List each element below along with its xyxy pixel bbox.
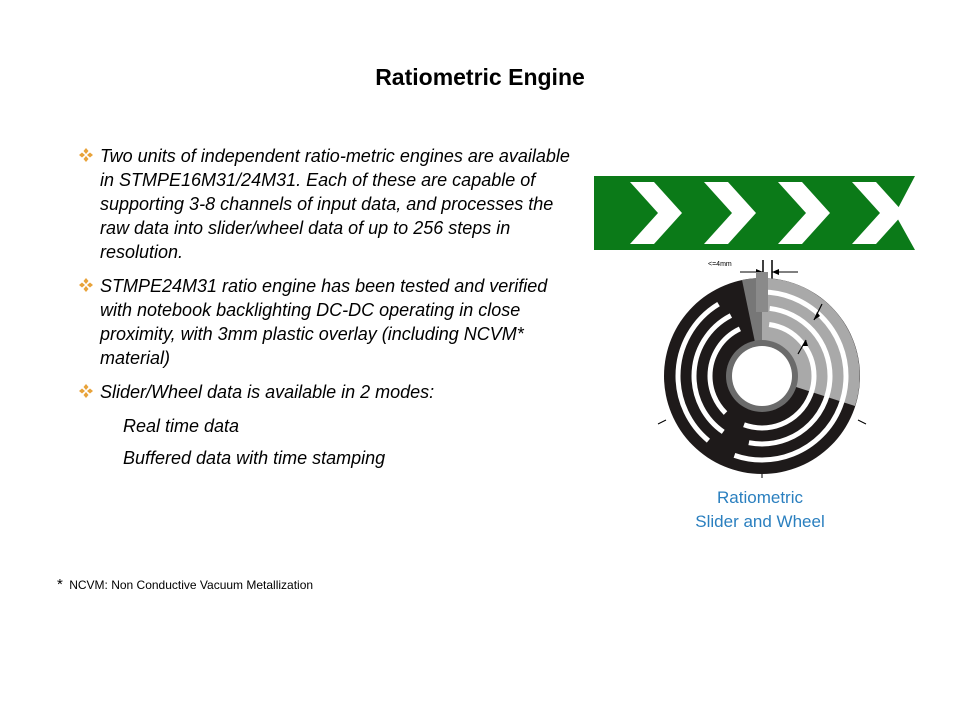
footnote-star: * — [57, 576, 63, 593]
dimension-label: <=4mm — [708, 261, 732, 268]
sub-item: Buffered data with time stamping — [123, 448, 386, 468]
diamond-bullet-icon — [78, 277, 94, 293]
bullet-item — [78, 380, 578, 404]
diamond-bullet-icon — [78, 383, 94, 399]
sub-item: Real time data — [123, 416, 240, 436]
footnote — [57, 576, 313, 593]
figure-caption — [640, 486, 880, 534]
chevron-slider — [594, 176, 915, 250]
bullet-item — [78, 274, 578, 370]
caption-line-2: Slider and Wheel — [695, 512, 825, 531]
slide-title: Ratiometric Engine — [375, 64, 585, 90]
bullet-text: Two units of independent ratio-metric engines are available in STMPE16M31/24M31. Each of these are capable of supporting 3-8 channels of input data, and processes the raw data into slider/wheel data of up to 256 steps in resolution. — [100, 146, 570, 262]
bullet-text: STMPE24M31 ratio engine has been tested and verified with notebook backlighting DC-DC operating in close proximity, with 3mm plastic overlay (including NCVM* material) — [100, 276, 548, 368]
bullet-text: Slider/Wheel data is available in 2 modes: — [100, 382, 435, 402]
diamond-bullet-icon — [78, 147, 94, 163]
wheel-electrode — [658, 272, 866, 478]
footnote-text: NCVM: Non Conductive Vacuum Metallization — [69, 578, 314, 592]
slider-wheel-figure — [590, 168, 930, 478]
caption-line-1: Ratiometric — [717, 488, 803, 507]
gap-dimension — [708, 260, 798, 280]
bullet-item — [78, 144, 578, 264]
bullet-list — [78, 144, 578, 478]
